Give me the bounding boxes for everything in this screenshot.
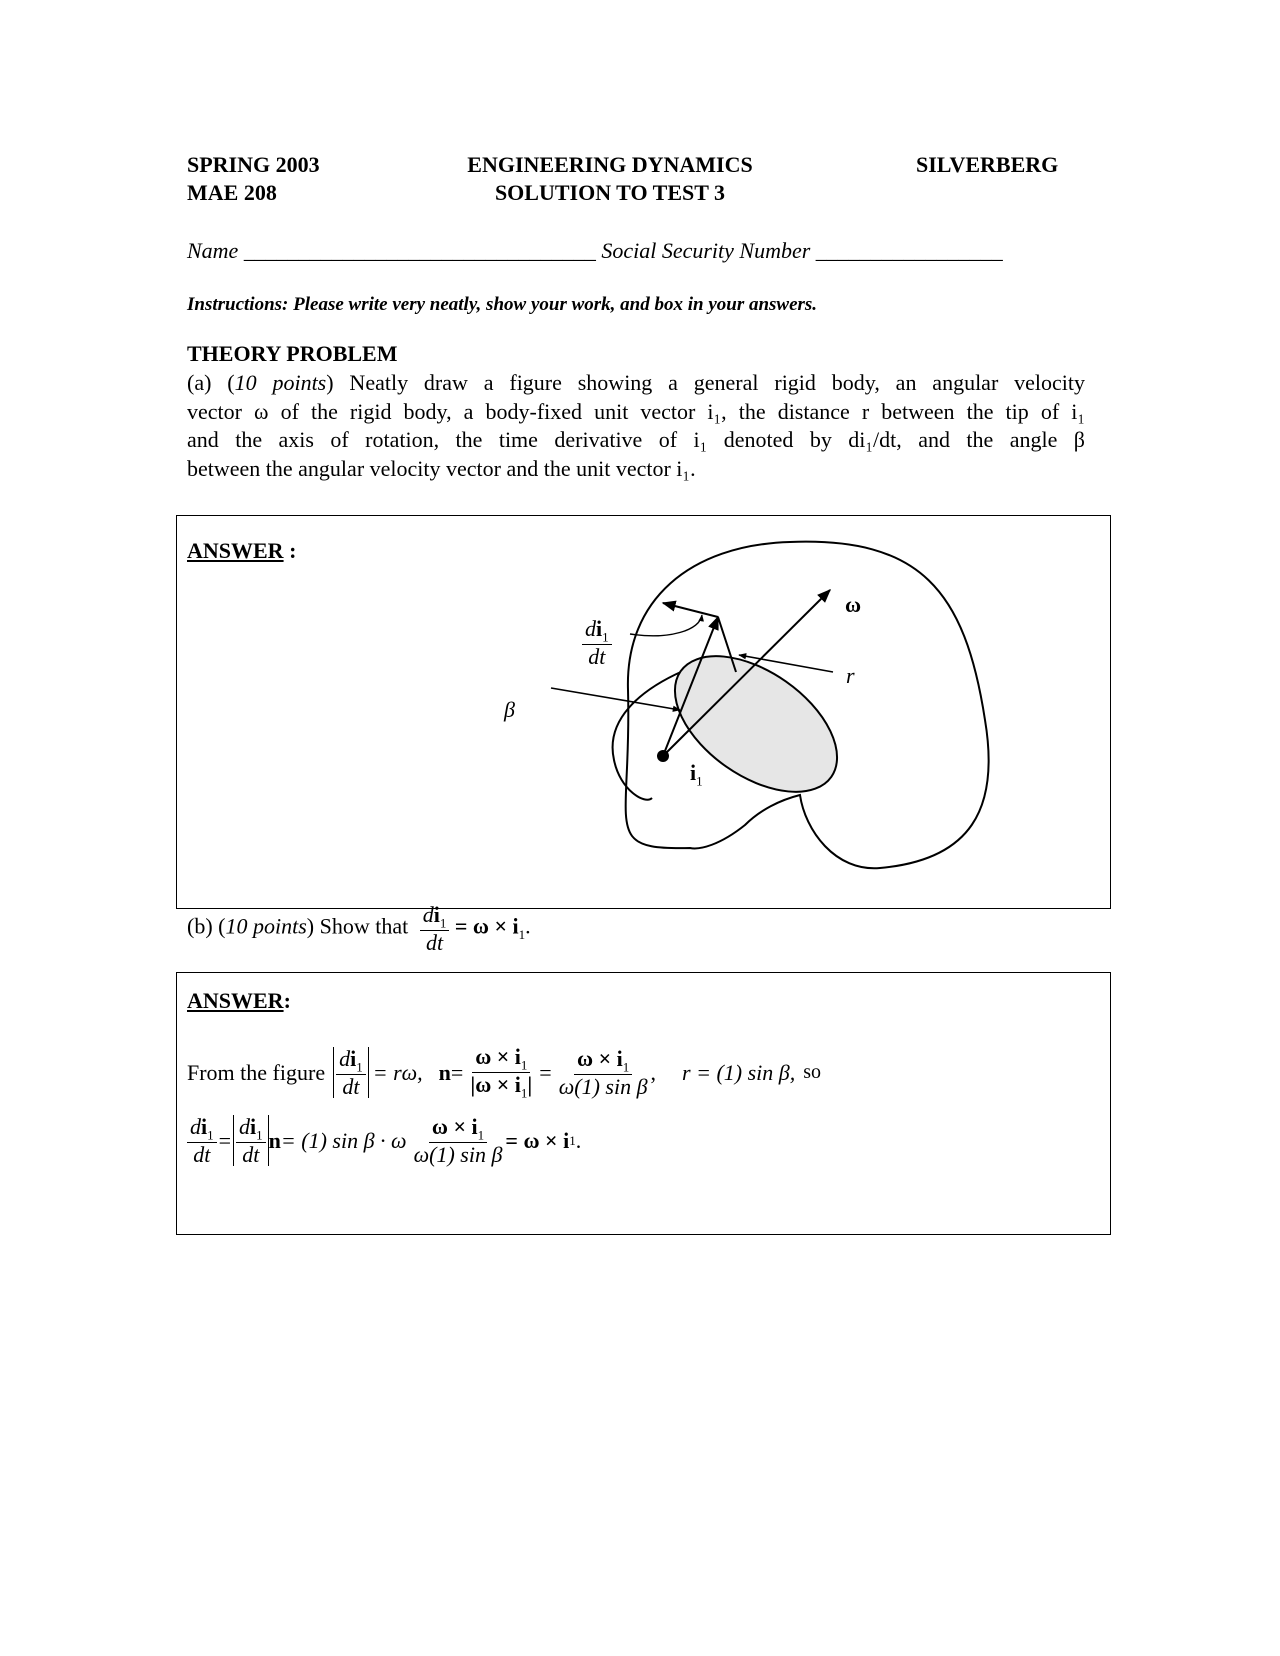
answer-a-label: ANSWER : [187, 538, 297, 563]
course-title: ENGINEERING DYNAMICS [467, 152, 753, 177]
instructor-name: SILVERBERG [916, 152, 1059, 177]
course-number: MAE 208 [187, 180, 277, 205]
answer-b-line-1: From the figure $\frac{di_1}{dt}$ = rω, n = $\frac{\omega \times i_1}{|\omega \times i_1|}$ = $\frac{\omega \times i_1}{\text{ω(1) sin β}}$ , r = (1) sin β, so [187, 1044, 822, 1101]
beta-label: β [504, 697, 515, 722]
part-b-question: (b) (10 points) Show that $\frac{di_1}{dt}$ = $\omega \times i_1$. [187, 902, 531, 956]
disc-ellipse [651, 629, 861, 820]
body-inner-loop [613, 671, 683, 800]
name-blank: ________________________________ [243, 238, 596, 263]
di1-dt-pointer [630, 615, 702, 636]
r-label: r [846, 663, 855, 688]
course-term: SPRING 2003 [187, 152, 320, 177]
di1-dt-label: $\frac{di_1}{dt}$ [582, 617, 612, 668]
part-a-line-1: (a) (10 points) Neatly draw a figure showing a general rigid body, an angular velocity [187, 370, 1085, 395]
i1-label: $i_1$ [690, 760, 703, 789]
origin-dot [657, 750, 669, 762]
instructions: Instructions: Please write very neatly, show your work, and box in your answers. [187, 294, 818, 315]
beta-pointer [551, 688, 680, 710]
from-figure-text: From the figure [187, 1059, 326, 1085]
answer-box-b [176, 972, 1111, 1235]
part-a-line-2: vector ω of the rigid body, a body-fixed unit vector i₁, the distance r between the tip of i₁ [187, 398, 1085, 424]
answer-b-label: ANSWER: [187, 988, 291, 1013]
section-title: THEORY PROBLEM [187, 341, 398, 366]
answer-b-line-2: $\frac{di_1}{dt}$ = $\frac{di_1}{dt}$ n = (1) sin β · ω $\frac{\omega \times i_1}{\text{ω(1) sin β}}$ = ω × i 1 . [187, 1115, 581, 1166]
ssn-blank: _________________ [815, 238, 1003, 263]
name-label: Name [187, 238, 239, 263]
part-a-line-4: between the angular velocity vector and the unit vector i₁. [187, 455, 696, 481]
ssn-label: Social Security Number [601, 238, 811, 263]
di1-dt-vector [663, 603, 718, 617]
document-title: SOLUTION TO TEST 3 [494, 180, 726, 205]
part-a-line-3: and the axis of rotation, the time derivative of i₁ denoted by di₁/dt, and the angle β [187, 427, 1085, 452]
omega-label: ω [845, 592, 862, 617]
